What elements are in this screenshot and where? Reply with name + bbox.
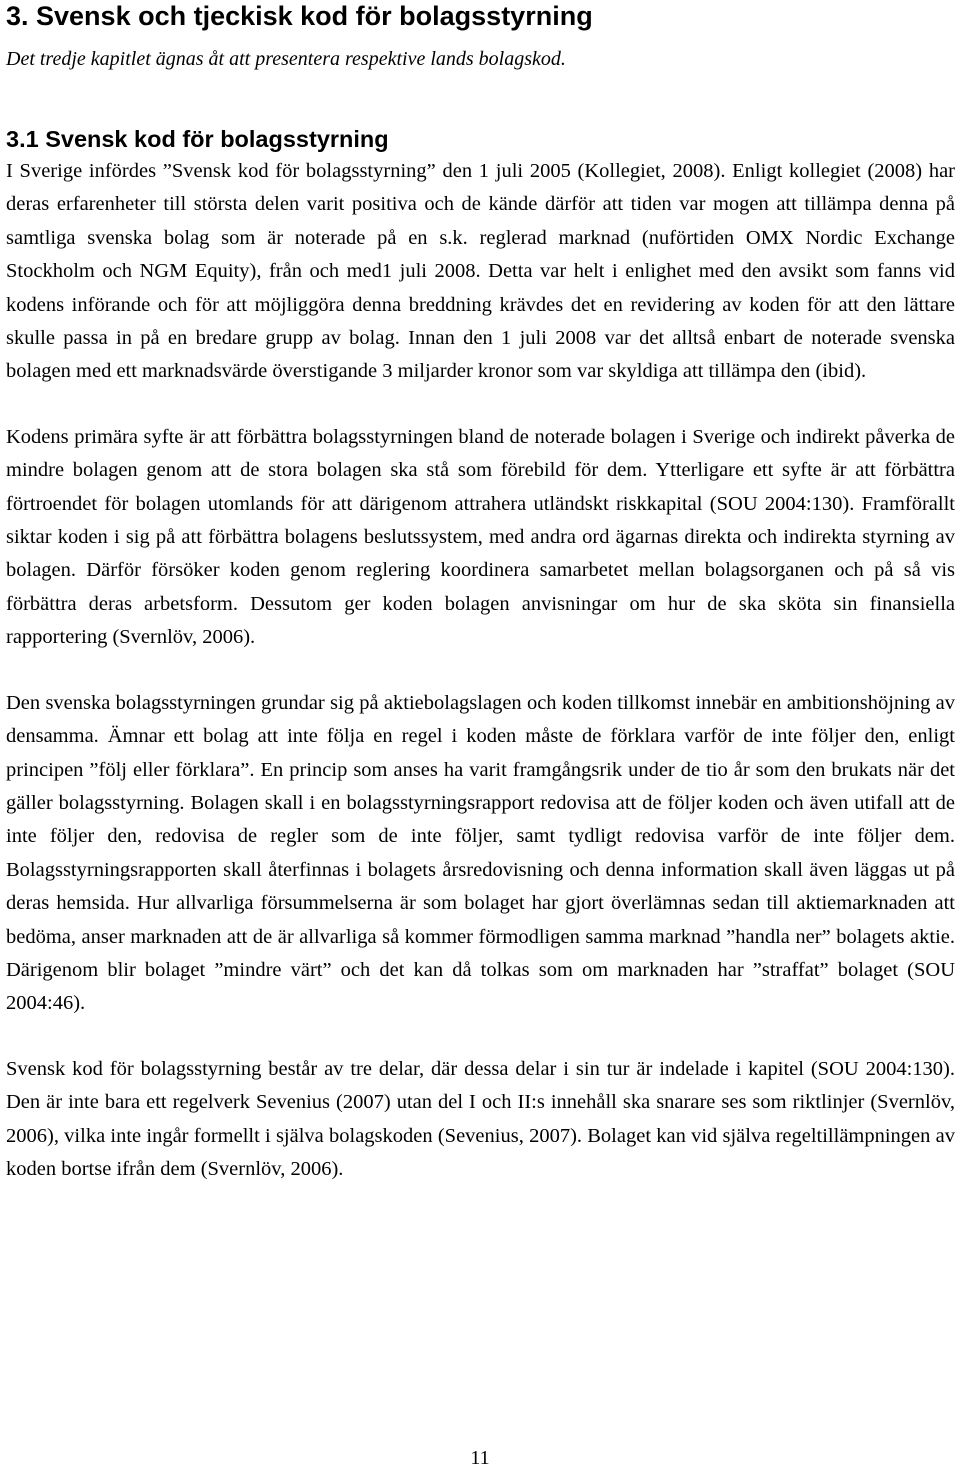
body-paragraph-1: I Sverige infördes ”Svensk kod för bolagsstyrning” den 1 juli 2005 (Kollegiet, 2008). Enligt kollegiet (2008) har deras erfarenheter till största delen varit positiva och de kände därför att tiden var mogen att tillämpa denna på samtliga svenska bolag som är noterade på en s.k. reglerad marknad (nuförtiden OMX Nordic Exchange Stockholm och NGM Equity), från och med1 juli 2008. Detta var helt i enlighet med den avsikt som fanns vid kodens införande och för att möjliggöra denna breddning krävdes det en revidering av koden för att den lättare skulle passa in på en bredare grupp av bolag. Innan den 1 juli 2008 var det alltså enbart de noterade svenska bolagen med ett marknadsvärde överstigande 3 miljarder kronor som var skyldiga att tillämpa den (ibid). <box>6 160 955 383</box>
section-title: 3.1 Svensk kod för bolagsstyrning <box>6 126 389 152</box>
chapter-title: 3. Svensk och tjeckisk kod för bolagsstyrning <box>6 1 593 31</box>
body-paragraph-2: Kodens primära syfte är att förbättra bolagsstyrningen bland de noterade bolagen i Sverige och indirekt påverka de mindre bolagen genom att de stora bolagen ska stå som förebild för dem. Ytterligare ett syfte är att förbättra förtroendet för bolagen utomlands för att därigenom attrahera utländskt riskkapital (SOU 2004:130). Framförallt siktar koden i sig på att förbättra bolagens beslutssystem, med andra ord ägarnas direkta och indirekta styrning av bolagen. Därför försöker koden genom reglering koordinera samarbetet mellan bolagsorganen och på så vis förbättra deras arbetsform. Dessutom ger koden bolagen anvisningar om hur de ska sköta sin finansiella rapportering (Svernlöv, 2006). <box>6 425 955 649</box>
page-number: 11 <box>470 1447 490 1469</box>
body-paragraph-3: Den svenska bolagsstyrningen grundar sig på aktiebolagslagen och koden tillkomst innebär en ambitionshöjning av densamma. Ämnar ett bolag att inte följa en regel i koden måste de förklara varför de inte följer den, enligt principen ”följ eller förklara”. En princip som anses ha varit framgångsrik under de tio år som den brukats när det gäller bolagsstyrning. Bolagen skall i en bolagsstyrningsrapport redovisa att de följer koden och även utifall att de inte följer den, redovisa de regler som de inte följer, samt tydligt redovisa varför de inte följer dem. Bolagsstyrningsrapporten skall återfinnas i bolagets årsredovisning och denna information skall även läggas ut på deras hemsida. Hur allvarliga försummelserna är som bolaget har gjort överlämnas sedan till aktiemarknaden att bedöma, anser marknaden att de är allvarliga så kommer förmodligen samma marknad ”handla ner” bolagets aktie. Därigenom blir bolaget ”mindre värt” och det kan då tolkas som om marknaden har ”straffat” bolaget (SOU 2004:46). <box>6 691 955 1015</box>
chapter-intro: Det tredje kapitlet ägnas åt att presentera respektive lands bolagskod. <box>6 48 566 70</box>
body-paragraph-4: Svensk kod för bolagsstyrning består av tre delar, där dessa delar i sin tur är indelade i kapitel (SOU 2004:130). Den är inte bara ett regelverk Sevenius (2007) utan del I och II:s innehåll ska snarare ses som riktlinjer (Svernlöv, 2006), vilka inte ingår formellt i själva bolagskoden (Sevenius, 2007). Bolaget kan vid själva regeltillämpningen av koden bortse ifrån dem (Svernlöv, 2006). <box>6 1057 955 1180</box>
document-page <box>6 0 955 1186</box>
